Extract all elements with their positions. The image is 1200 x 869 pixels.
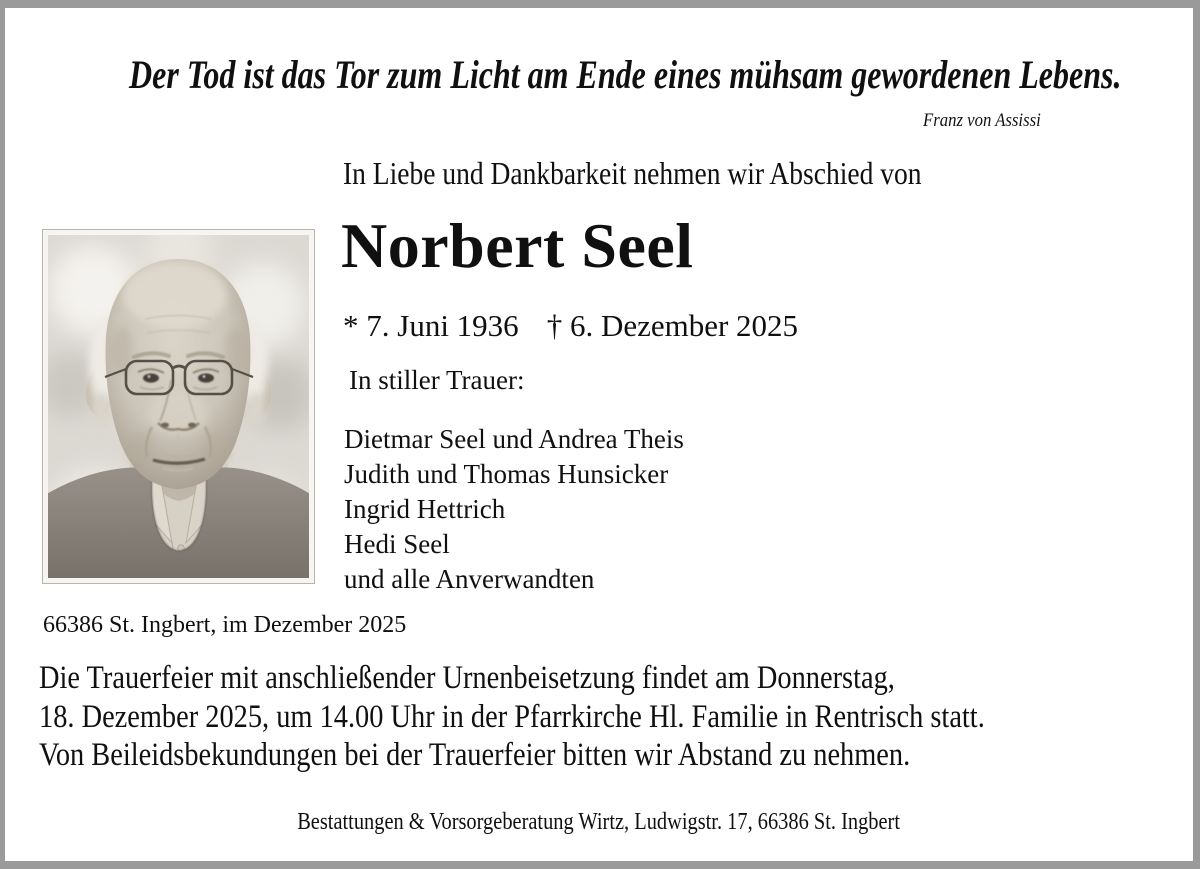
mourners-list [344,422,684,597]
attribution-row [5,110,1041,132]
quote-row [5,52,1193,98]
mourner-line: Hedi Seel [344,529,450,559]
mourner-line: und alle Anverwandten [344,564,595,594]
deceased-name: Norbert Seel [341,210,694,281]
intro-row [343,156,1016,191]
life-dates [343,308,798,344]
notice-line: Die Trauerfeier mit anschließender Urnenbeisetzung findet am Donnerstag, [39,660,895,696]
quote-attribution: Franz von Assissi [923,110,1041,131]
portrait-photo [42,229,315,584]
mourner-line: Ingrid Hettrich [344,494,506,524]
funeral-notice [39,659,1139,775]
portrait-illustration [48,235,309,578]
quote-text: Der Tod ist das Tor zum Licht am Ende eines mühsam gewordenen Lebens. [129,52,1122,97]
place-date-line: 66386 St. Ingbert, im Dezember 2025 [43,612,407,638]
mourner-line: Judith und Thomas Hunsicker [344,459,669,489]
obituary-card [5,8,1193,861]
notice-line: Von Beileidsbekundungen bei der Trauerfeier bitten wir Abstand zu nehmen. [39,737,911,773]
intro-line: In Liebe und Dankbarkeit nehmen wir Abschied von [343,155,922,191]
mourning-heading: In stiller Trauer: [349,365,525,395]
footer-row [5,809,1193,836]
death-date: † 6. Dezember 2025 [546,308,799,343]
funeral-home-line: Bestattungen & Vorsorgeberatung Wirtz, Ludwigstr. 17, 66386 St. Ingbert [297,809,901,835]
notice-line: 18. Dezember 2025, um 14.00 Uhr in der Pfarrkirche Hl. Familie in Rentrisch statt. [39,698,985,735]
mourner-line: Dietmar Seel und Andrea Theis [344,424,684,454]
birth-date: * 7. Juni 1936 [343,308,519,343]
